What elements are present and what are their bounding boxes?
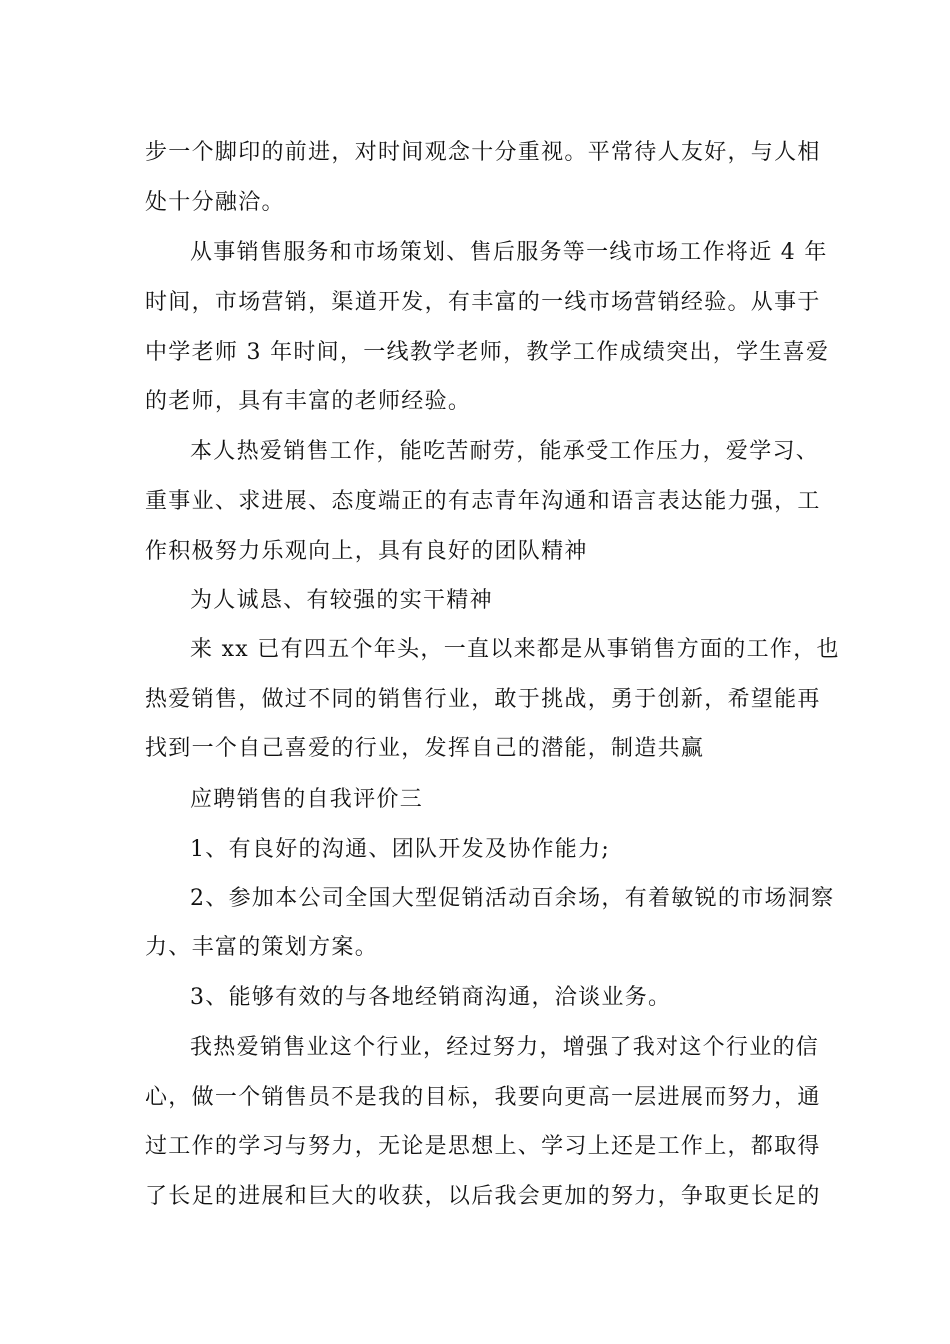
text-line: 来 xx 已有四五个年头，一直以来都是从事销售方面的工作，也 — [190, 637, 840, 662]
text-line: 步一个脚印的前进，对时间观念十分重视。平常待人友好，与人相 — [145, 140, 821, 165]
text-line: 从事销售服务和市场策划、售后服务等一线市场工作将近 4 年 — [190, 240, 828, 265]
text-line: 作积极努力乐观向上，具有良好的团队精神 — [145, 539, 588, 564]
text-line: 3、能够有效的与各地经销商沟通，洽谈业务。 — [190, 985, 672, 1010]
text-line: 2、参加本公司全国大型促销活动百余场，有着敏锐的市场洞察 — [190, 886, 835, 911]
text-line: 心，做一个销售员不是我的目标，我要向更高一层进展而努力，通 — [145, 1085, 821, 1110]
text-line: 热爱销售，做过不同的销售行业，敢于挑战，勇于创新，希望能再 — [145, 687, 821, 712]
text-line: 本人热爱销售工作，能吃苦耐劳，能承受工作压力，爱学习、 — [190, 439, 820, 464]
text-line: 了长足的进展和巨大的收获，以后我会更加的努力，争取更长足的 — [145, 1184, 821, 1209]
text-line: 找到一个自己喜爱的行业，发挥自己的潜能，制造共赢 — [145, 736, 705, 761]
text-line: 我热爱销售业这个行业，经过努力，增强了我对这个行业的信 — [190, 1035, 820, 1060]
text-line: 重事业、求进展、态度端正的有志青年沟通和语言表达能力强，工 — [145, 489, 821, 514]
text-line: 力、丰富的策划方案。 — [145, 935, 379, 960]
text-line: 中学老师 3 年时间，一线教学老师，教学工作成绩突出，学生喜爱 — [145, 340, 830, 365]
text-line: 应聘销售的自我评价三 — [190, 787, 424, 812]
text-line: 处十分融洽。 — [145, 190, 285, 215]
text-line: 过工作的学习与努力，无论是思想上、学习上还是工作上，都取得 — [145, 1134, 821, 1159]
text-line: 为人诚恳、有较强的实干精神 — [190, 588, 493, 613]
text-line: 1、有良好的沟通、团队开发及协作能力; — [190, 837, 611, 862]
text-line: 时间，市场营销，渠道开发，有丰富的一线市场营销经验。从事于 — [145, 290, 821, 315]
text-line: 的老师，具有丰富的老师经验。 — [145, 389, 472, 414]
